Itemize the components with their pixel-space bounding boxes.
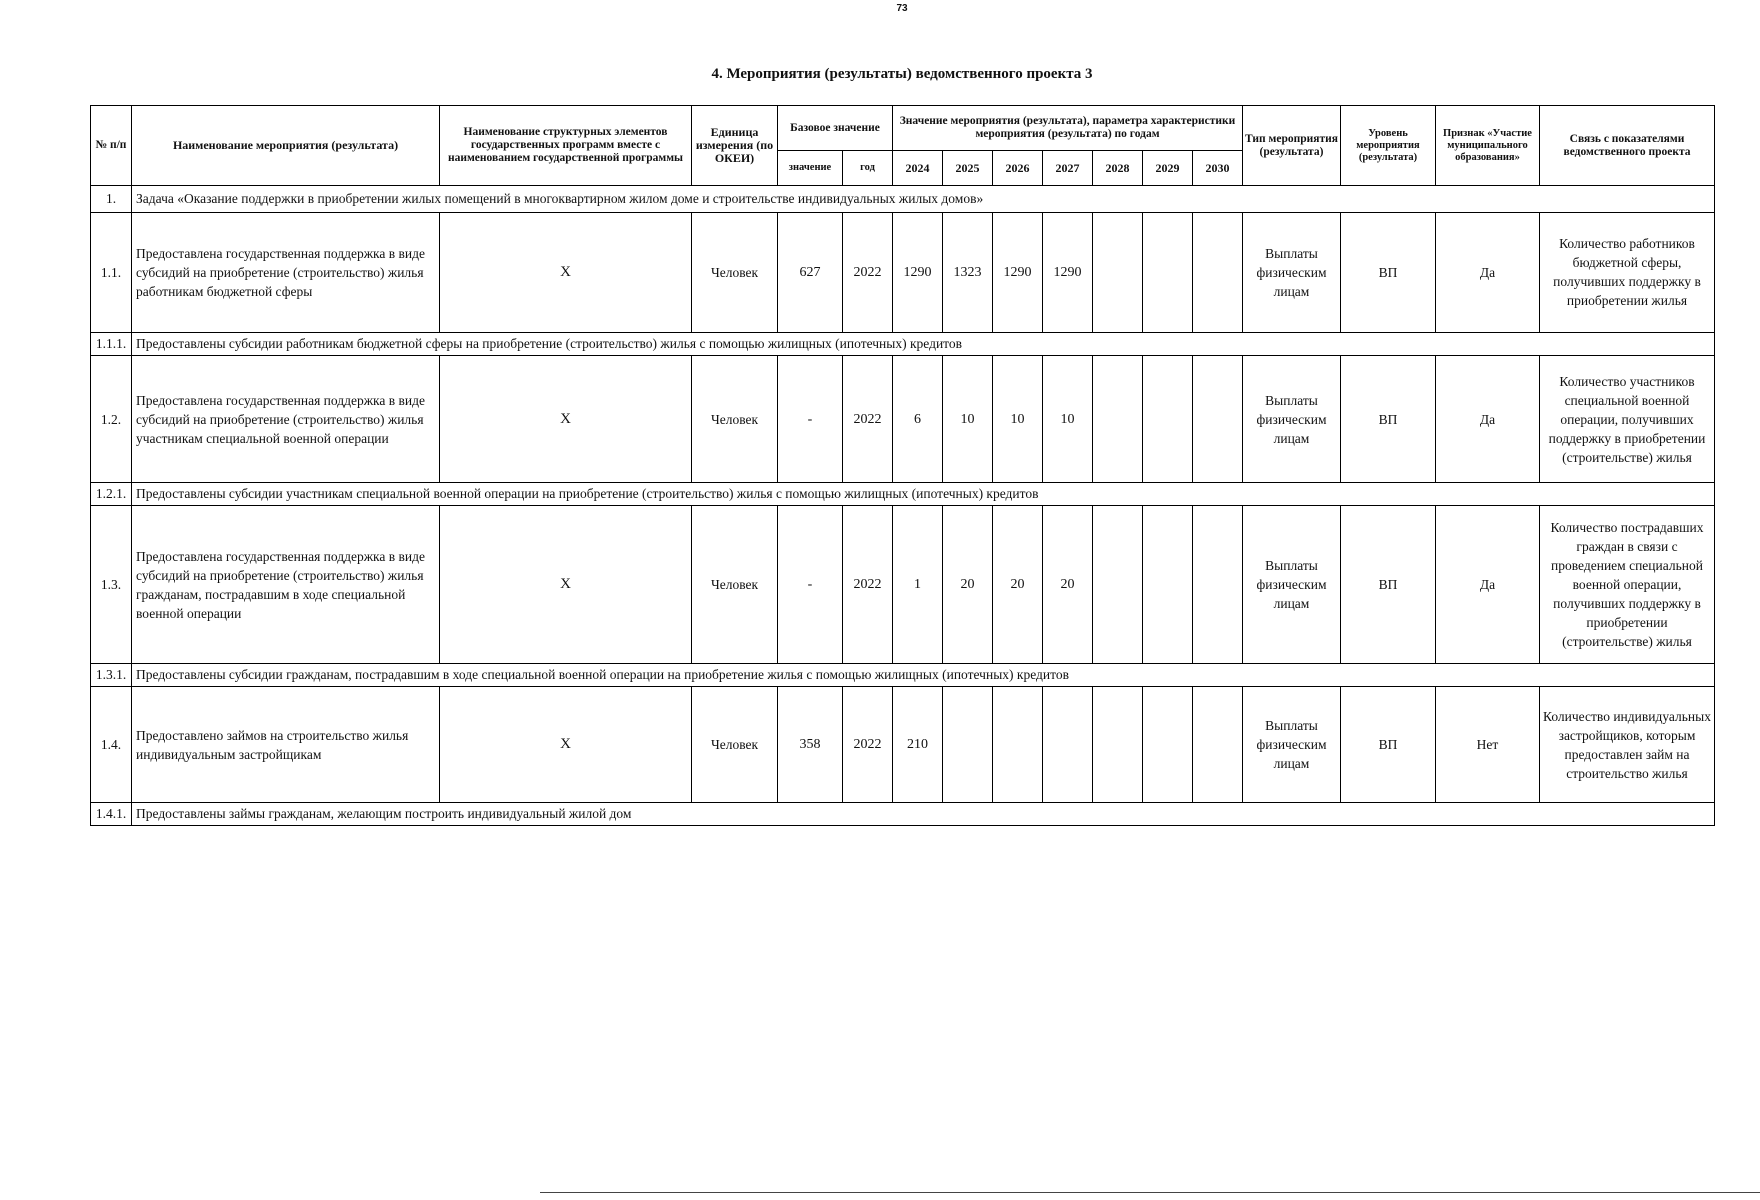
row-value-2025: 20 — [943, 505, 993, 663]
row-base-year: 2022 — [843, 505, 893, 663]
header-year: 2024 — [893, 151, 943, 186]
row-value-2028 — [1093, 212, 1143, 332]
row-value-2026: 10 — [993, 355, 1043, 482]
row-base-year: 2022 — [843, 355, 893, 482]
row-value-2030 — [1193, 355, 1243, 482]
table-row — [91, 355, 1715, 482]
header-unit: Единица измерения (по ОКЕИ) — [692, 106, 778, 186]
row-base-value: 358 — [778, 687, 843, 803]
row-unit: Человек — [692, 505, 778, 663]
row-municipal: Да — [1436, 212, 1540, 332]
row-name: Предоставлена государственная поддержка в виде субсидий на приобретение (строительство) жилья работникам бюджетной сферы — [132, 212, 440, 332]
row-value-2027: 20 — [1043, 505, 1093, 663]
header-values-by-year: Значение мероприятия (результата), параметра характеристики мероприятия (результата) по годам — [893, 106, 1243, 151]
row-structural: X — [440, 687, 692, 803]
task-text: Задача «Оказание поддержки в приобретении жилых помещений в многоквартирном жилом доме и строительстве индивидуальных жилых домов» — [132, 186, 1715, 213]
row-value-2028 — [1093, 687, 1143, 803]
row-level: ВП — [1341, 355, 1436, 482]
row-level: ВП — [1341, 212, 1436, 332]
row-value-2030 — [1193, 505, 1243, 663]
header-base-year: год — [843, 151, 893, 186]
task-num: 1. — [91, 186, 132, 213]
header-level: Уровень мероприятия (результата) — [1341, 106, 1436, 186]
sub-row — [91, 333, 1715, 356]
table-row — [91, 212, 1715, 332]
header-year: 2029 — [1143, 151, 1193, 186]
header-name: Наименование мероприятия (результата) — [132, 106, 440, 186]
row-type: Выплаты физическим лицам — [1243, 505, 1341, 663]
row-municipal: Нет — [1436, 687, 1540, 803]
sub-row — [91, 664, 1715, 687]
sub-num: 1.3.1. — [91, 664, 132, 687]
page-number: 73 — [896, 3, 908, 14]
header-structural: Наименование структурных элементов государственных программ вместе с наименованием государственной программы — [440, 106, 692, 186]
header-link: Связь с показателями ведомственного проекта — [1540, 106, 1715, 186]
row-value-2029 — [1143, 505, 1193, 663]
header-num: № п/п — [91, 106, 132, 186]
row-value-2024: 1 — [893, 505, 943, 663]
row-value-2027: 1290 — [1043, 212, 1093, 332]
document-title: 4. Мероприятия (результаты) ведомственного проекта 3 — [711, 66, 1093, 82]
row-value-2025: 10 — [943, 355, 993, 482]
header-type: Тип мероприятия (результата) — [1243, 106, 1341, 186]
row-value-2024: 6 — [893, 355, 943, 482]
row-value-2029 — [1143, 687, 1193, 803]
row-name: Предоставлена государственная поддержка в виде субсидий на приобретение (строительство) жилья гражданам, пострадавшим в ходе специальной военной операции — [132, 505, 440, 663]
row-value-2026: 1290 — [993, 212, 1043, 332]
row-value-2025: 1323 — [943, 212, 993, 332]
row-value-2030 — [1193, 687, 1243, 803]
row-link: Количество участников специальной военной операции, получивших поддержку в приобретении (строительстве) жилья — [1540, 355, 1715, 482]
header-year: 2025 — [943, 151, 993, 186]
row-link: Количество работников бюджетной сферы, получивших поддержку в приобретении жилья — [1540, 212, 1715, 332]
header-municipal: Признак «Участие муниципального образования» — [1436, 106, 1540, 186]
row-type: Выплаты физическим лицам — [1243, 355, 1341, 482]
row-value-2027 — [1043, 687, 1093, 803]
sub-num: 1.4.1. — [91, 803, 132, 826]
row-structural: X — [440, 212, 692, 332]
row-type: Выплаты физическим лицам — [1243, 212, 1341, 332]
row-municipal: Да — [1436, 505, 1540, 663]
sub-text: Предоставлены субсидии участникам специальной военной операции на приобретение (строительство) жилья с помощью жилищных (ипотечных) кредитов — [132, 483, 1715, 506]
sub-text: Предоставлены займы гражданам, желающим построить индивидуальный жилой дом — [132, 803, 1715, 826]
row-value-2024: 1290 — [893, 212, 943, 332]
sub-num: 1.2.1. — [91, 483, 132, 506]
row-base-value: - — [778, 355, 843, 482]
row-value-2027: 10 — [1043, 355, 1093, 482]
row-num: 1.1. — [91, 212, 132, 332]
header-year: 2030 — [1193, 151, 1243, 186]
row-base-value: 627 — [778, 212, 843, 332]
row-unit: Человек — [692, 687, 778, 803]
row-value-2029 — [1143, 212, 1193, 332]
header-base: Базовое значение — [778, 106, 893, 151]
row-municipal: Да — [1436, 355, 1540, 482]
row-link: Количество пострадавших граждан в связи с проведением специальной военной операции, получивших поддержку в приобретении (строительстве) жилья — [1540, 505, 1715, 663]
task-row — [91, 186, 1715, 213]
sub-text: Предоставлены субсидии работникам бюджетной сферы на приобретение (строительство) жилья с помощью жилищных (ипотечных) кредитов — [132, 333, 1715, 356]
row-value-2024: 210 — [893, 687, 943, 803]
measures-table — [90, 105, 1715, 826]
row-structural: X — [440, 505, 692, 663]
row-name: Предоставлено займов на строительство жилья индивидуальным застройщикам — [132, 687, 440, 803]
row-value-2028 — [1093, 355, 1143, 482]
header-year: 2028 — [1093, 151, 1143, 186]
row-value-2028 — [1093, 505, 1143, 663]
row-value-2026: 20 — [993, 505, 1043, 663]
bottom-divider — [540, 1192, 1760, 1193]
row-level: ВП — [1341, 505, 1436, 663]
row-value-2030 — [1193, 212, 1243, 332]
row-type: Выплаты физическим лицам — [1243, 687, 1341, 803]
row-level: ВП — [1341, 687, 1436, 803]
row-base-value: - — [778, 505, 843, 663]
sub-row — [91, 483, 1715, 506]
row-num: 1.2. — [91, 355, 132, 482]
sub-num: 1.1.1. — [91, 333, 132, 356]
row-base-year: 2022 — [843, 212, 893, 332]
header-base-value: значение — [778, 151, 843, 186]
row-name: Предоставлена государственная поддержка в виде субсидий на приобретение (строительство) жилья участникам специальной военной операции — [132, 355, 440, 482]
row-value-2029 — [1143, 355, 1193, 482]
sub-row — [91, 803, 1715, 826]
row-unit: Человек — [692, 355, 778, 482]
sub-text: Предоставлены субсидии гражданам, пострадавшим в ходе специальной военной операции на приобретение жилья с помощью жилищных (ипотечных) кредитов — [132, 664, 1715, 687]
table-row — [91, 687, 1715, 803]
row-base-year: 2022 — [843, 687, 893, 803]
row-value-2025 — [943, 687, 993, 803]
row-num: 1.3. — [91, 505, 132, 663]
header-year: 2026 — [993, 151, 1043, 186]
row-value-2026 — [993, 687, 1043, 803]
row-unit: Человек — [692, 212, 778, 332]
table-row — [91, 505, 1715, 663]
header-year: 2027 — [1043, 151, 1093, 186]
row-structural: X — [440, 355, 692, 482]
row-link: Количество индивидуальных застройщиков, которым предоставлен займ на строительство жилья — [1540, 687, 1715, 803]
row-num: 1.4. — [91, 687, 132, 803]
header-row-1 — [91, 106, 1715, 151]
